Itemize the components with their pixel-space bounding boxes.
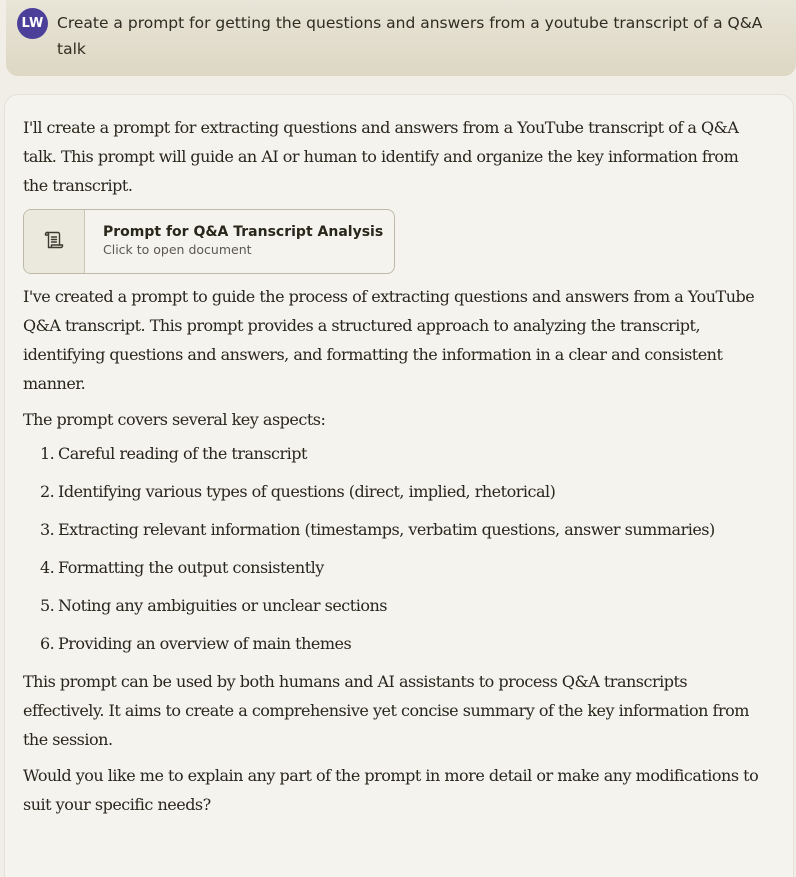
list-item-text: Noting any ambiguities or unclear sections [58,596,387,615]
artifact-icon-box [24,210,85,273]
list-item [23,629,763,658]
list-item-text: Extracting relevant information (timestamps, verbatim questions, answer summaries) [58,520,715,539]
list-item-text: Providing an overview of main themes [58,634,352,653]
user-message [6,0,796,76]
artifact-card[interactable] [23,209,395,274]
list-number: 2. [40,482,55,501]
scroll-document-icon [43,229,65,255]
list-item [23,439,763,468]
list-number: 5. [40,596,55,615]
assistant-intro: I'll create a prompt for extracting questions and answers from a YouTube transcript of a Q&A talk. This prompt will guide an AI or human to identify and organize the key information from the transcript. [23,118,739,195]
list-item [23,477,763,506]
assistant-usage: This prompt can be used by both humans and AI assistants to process Q&A transcripts effectively. It aims to create a comprehensive yet concise summary of the key information from the session. [23,672,749,749]
assistant-closing: Would you like me to explain any part of the prompt in more detail or make any modifications to suit your specific needs? [23,766,759,814]
list-item-text: Identifying various types of questions (direct, implied, rhetorical) [58,482,556,501]
list-item [23,515,763,544]
list-item-text: Formatting the output consistently [58,558,324,577]
user-avatar: LW [17,8,48,39]
artifact-subtitle: Click to open document [103,242,252,257]
list-item-text: Careful reading of the transcript [58,444,307,463]
assistant-summary: I've created a prompt to guide the process of extracting questions and answers from a YouTube Q&A transcript. This prompt provides a structured approach to analyzing the transcript, identifying questions and answers, and formatting the information in a clear and consistent manner. [23,287,755,393]
artifact-title: Prompt for Q&A Transcript Analysis [103,224,384,240]
list-number: 3. [40,520,55,539]
list-number: 1. [40,444,55,463]
list-item [23,591,763,620]
list-item [23,553,763,582]
aspects-list [23,439,763,658]
list-number: 6. [40,634,55,653]
user-message-text: Create a prompt for getting the questions and answers from a youtube transcript of a Q&A talk [57,14,763,58]
assistant-message [4,94,794,877]
aspects-intro: The prompt covers several key aspects: [23,410,326,429]
list-number: 4. [40,558,55,577]
